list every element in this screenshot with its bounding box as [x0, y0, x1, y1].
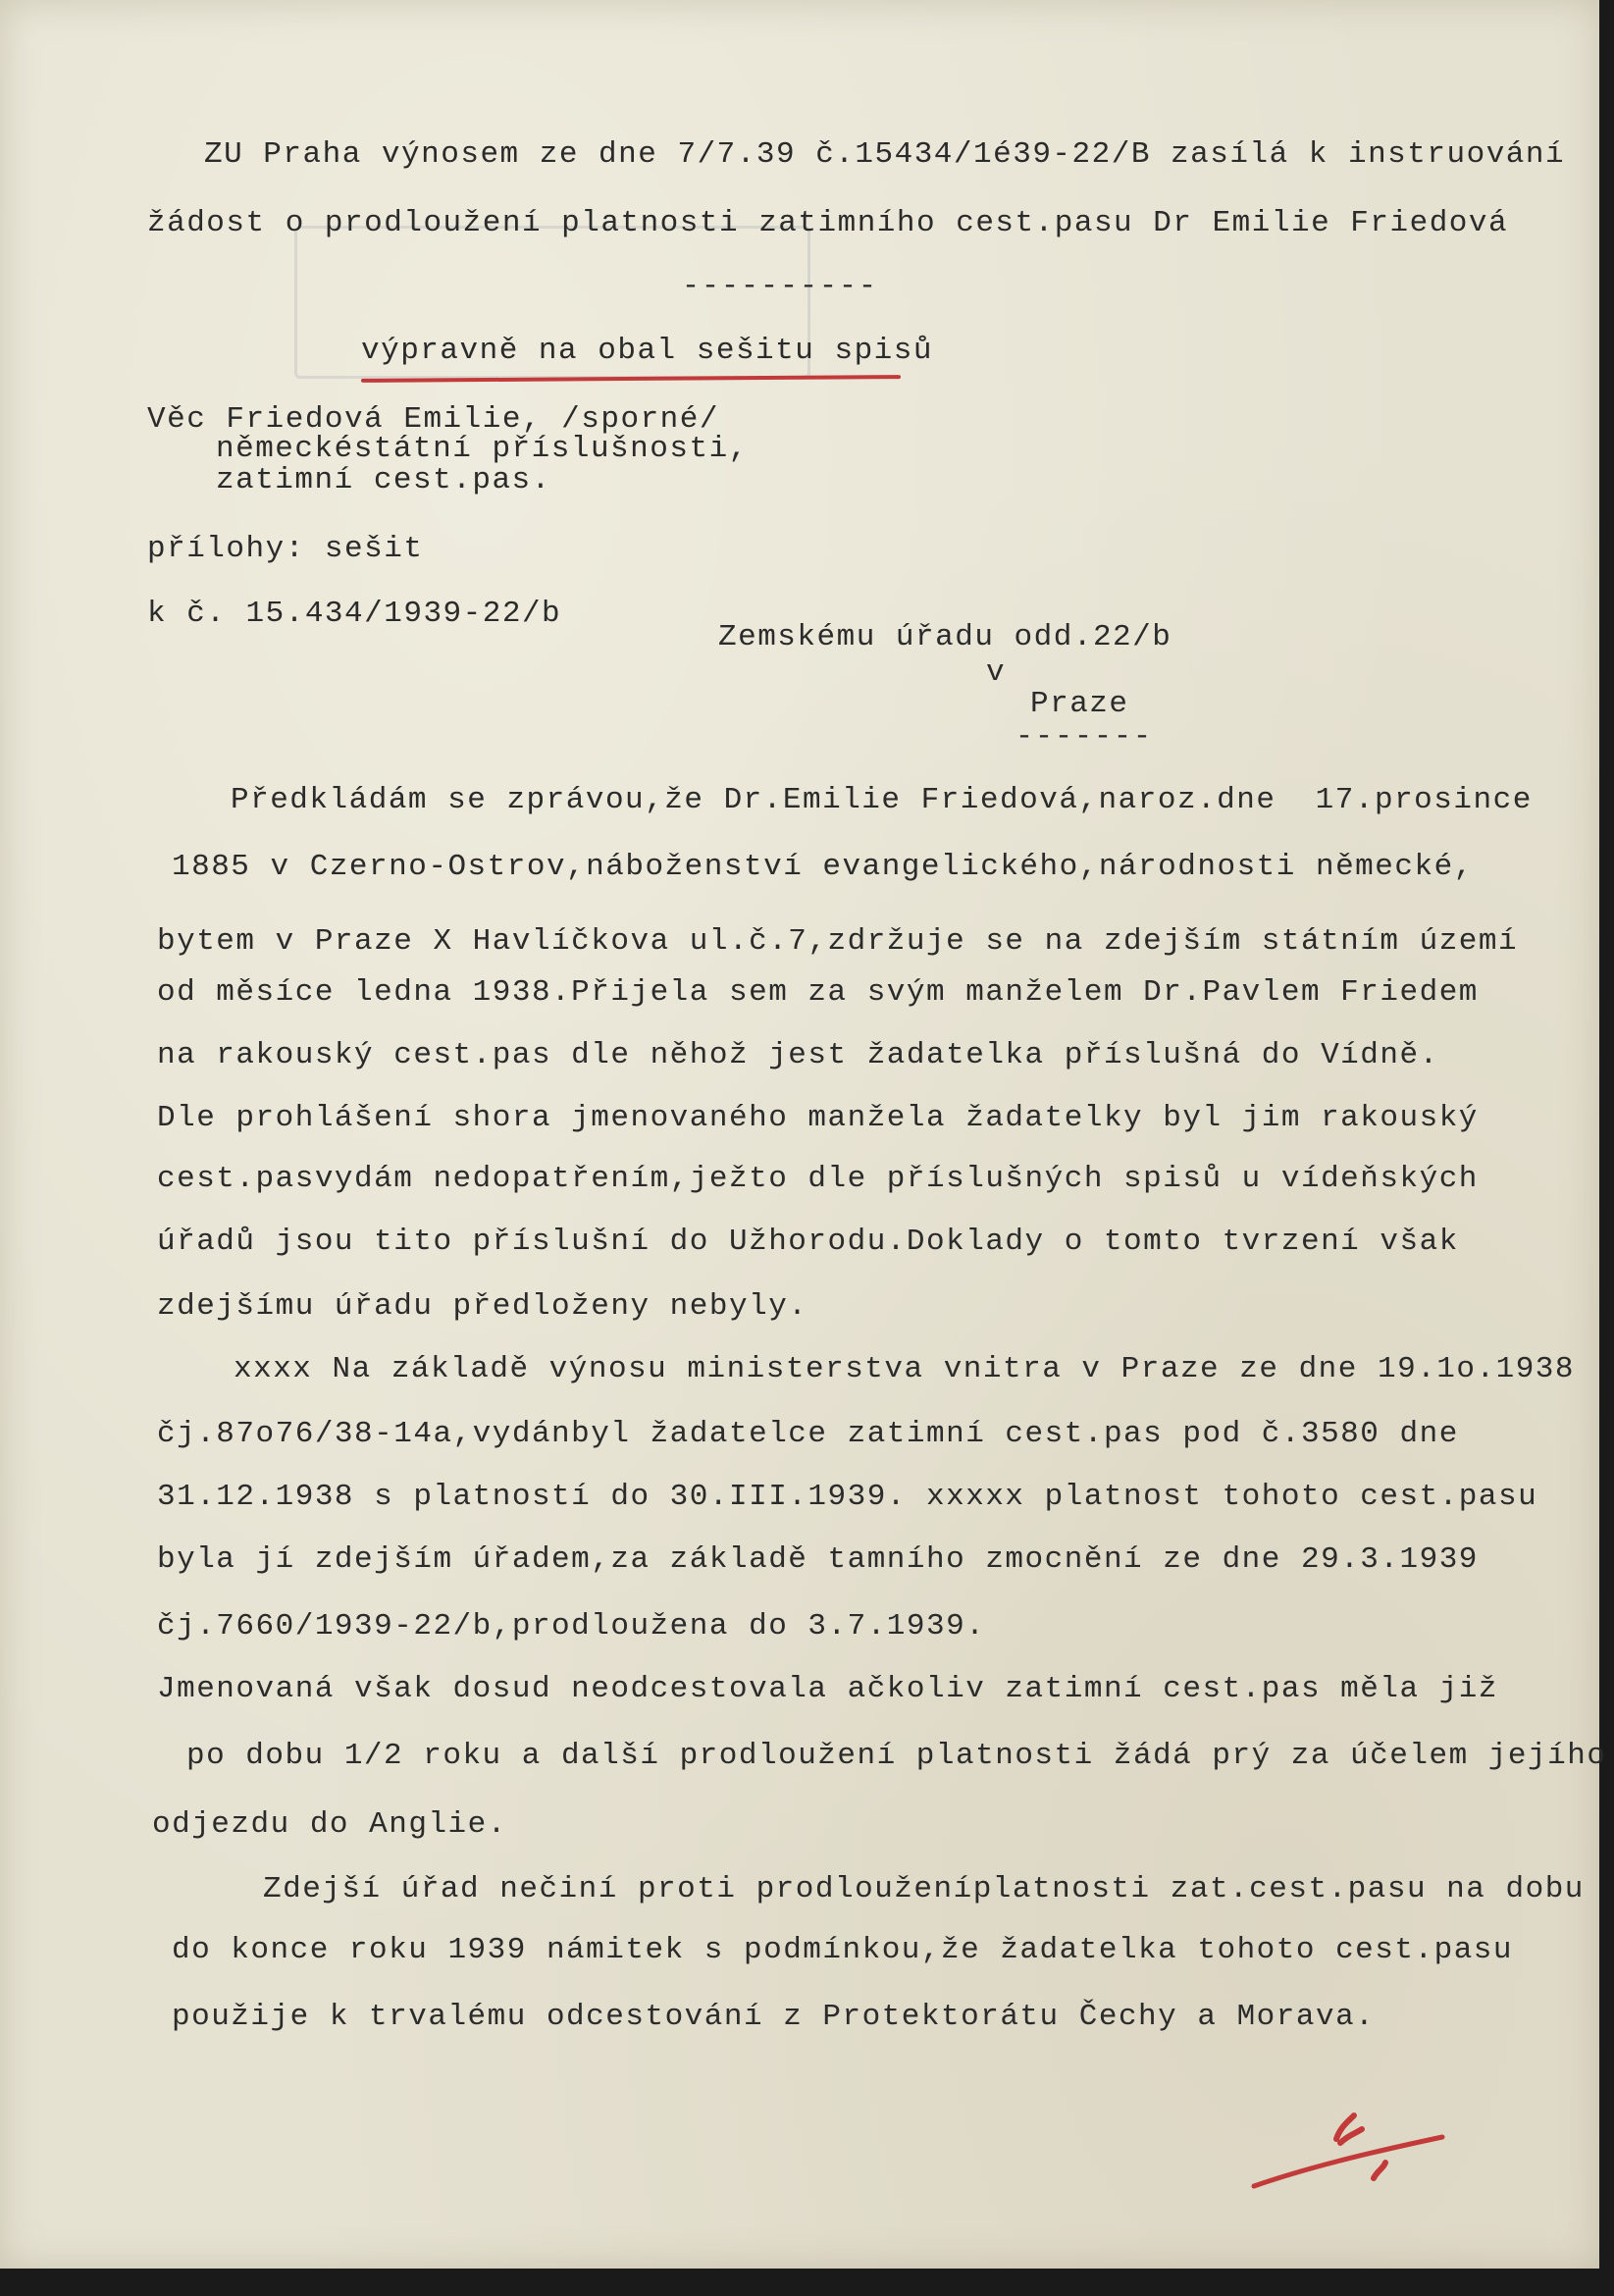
- header-line-2: žádost o prodloužení platnosti zatimního cest.pasu Dr Emilie Friedová: [147, 206, 1509, 240]
- body-p1-line-2: 1885 v Czerno-Ostrov,náboženství evangelického,národnosti německé,: [172, 850, 1474, 884]
- header-rule: ----------: [682, 270, 879, 303]
- handling-note: výpravně na obal sešitu spisů: [361, 334, 933, 368]
- body-p1-line-6: Dle prohlášení shora jmenovaného manžela žadatelky byl jim rakouský: [157, 1101, 1479, 1135]
- reference-number: k č. 15.434/1939-22/b: [147, 597, 562, 631]
- body-p1-line-4: od měsíce ledna 1938.Přijela sem za svým manželem Dr.Pavlem Friedem: [157, 975, 1479, 1010]
- body-p3-line-3: použije k trvalému odcestování z Protektorátu Čechy a Morava.: [172, 2000, 1376, 2034]
- body-p2-line-1: xxxx Na základě výnosu ministerstva vnitra v Praze ze dne 19.1o.1938: [234, 1352, 1576, 1386]
- body-p1-line-7: cest.pasvydám nedopatřením,ježto dle příslušných spisů u vídeňských: [157, 1162, 1479, 1196]
- addressee-line-2: v: [986, 655, 1007, 690]
- body-p2-line-6: Jmenovaná však dosud neodcestovala ačkoliv zatimní cest.pas měla již: [157, 1672, 1499, 1706]
- header-line-1: ZU Praha výnosem ze dne 7/7.39 č.15434/1é39-22/B zasílá k instruování: [204, 137, 1566, 172]
- subject-line-3: zatimní cest.pas.: [216, 463, 551, 497]
- subject-line-1: Věc Friedová Emilie, /sporné/: [147, 402, 719, 437]
- body-p1-line-9: zdejšímu úřadu předloženy nebyly.: [157, 1289, 808, 1324]
- body-p2-line-8: odjezdu do Anglie.: [152, 1807, 507, 1842]
- body-p2-line-4: byla jí zdejším úřadem,za základě tamního zmocnění ze dne 29.3.1939: [157, 1542, 1479, 1577]
- body-p1-line-1: Předkládám se zprávou,že Dr.Emilie Friedová,naroz.dne 17.prosince: [231, 783, 1533, 817]
- body-p1-line-3: bytem v Praze X Havlíčkova ul.č.7,zdržuje se na zdejším státním území: [157, 924, 1519, 959]
- body-p2-line-5: čj.7660/1939-22/b,prodlouženа do 3.7.1939.: [157, 1609, 986, 1644]
- body-p3-line-1: Zdejší úřad nečiní proti prodlouženíplatnosti zat.cest.pasu na dobu: [263, 1872, 1585, 1906]
- body-p1-line-5: na rakouský cest.pas dle něhož jest žadatelka příslušná do Vídně.: [157, 1038, 1439, 1072]
- red-pencil-initials: [1246, 2100, 1462, 2208]
- body-p2-line-7: po dobu 1/2 roku a další prodloužení platnosti žádá prý za účelem jejího: [186, 1739, 1607, 1773]
- attachments: přílohy: sešit: [147, 532, 424, 566]
- body-p1-line-8: úřadů jsou tito příslušní do Užhorodu.Doklady o tomto tvrzení však: [157, 1225, 1459, 1259]
- addressee-line-3: Praze: [1030, 687, 1129, 721]
- addressee-rule: -------: [1015, 720, 1154, 754]
- addressee-line-1: Zemskému úřadu odd.22/b: [718, 620, 1172, 654]
- body-p3-line-2: do konce roku 1939 námitek s podmínkou,že žadatelka tohoto cest.pasu: [172, 1933, 1514, 1967]
- subject-line-2: německéstátní příslušnosti,: [216, 432, 749, 466]
- body-p2-line-2: čj.87o76/38-14a,vydánbyl žadatelce zatimní cest.pas pod č.3580 dne: [157, 1417, 1459, 1451]
- body-p2-line-3: 31.12.1938 s platností do 30.III.1939. xxxxx platnost tohoto cest.pasu: [157, 1480, 1538, 1514]
